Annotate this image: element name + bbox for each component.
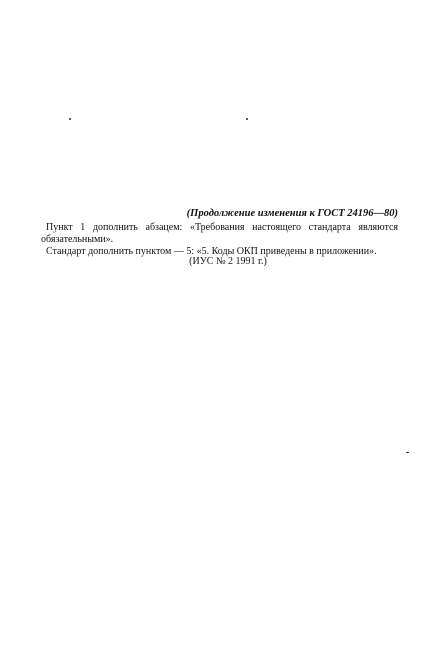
scan-speck: [246, 118, 248, 120]
paragraph-line: Пункт 1 дополнить абзацем: «Требования настоящего стандарта являются: [46, 222, 398, 233]
paragraph-amendment-1: [41, 222, 398, 246]
scan-speck: [69, 118, 71, 120]
scan-speck: [406, 452, 409, 453]
paragraph-amendment-2: Стандарт дополнить пунктом — 5: «5. Коды ОКП приведены в приложении».: [46, 246, 377, 257]
issue-reference: (ИУС № 2 1991 г.): [189, 256, 267, 267]
paragraph-line: обязательными».: [41, 234, 114, 245]
document-body: [41, 222, 398, 258]
continuation-header: (Продолжение изменения к ГОСТ 24196—80): [186, 208, 398, 219]
